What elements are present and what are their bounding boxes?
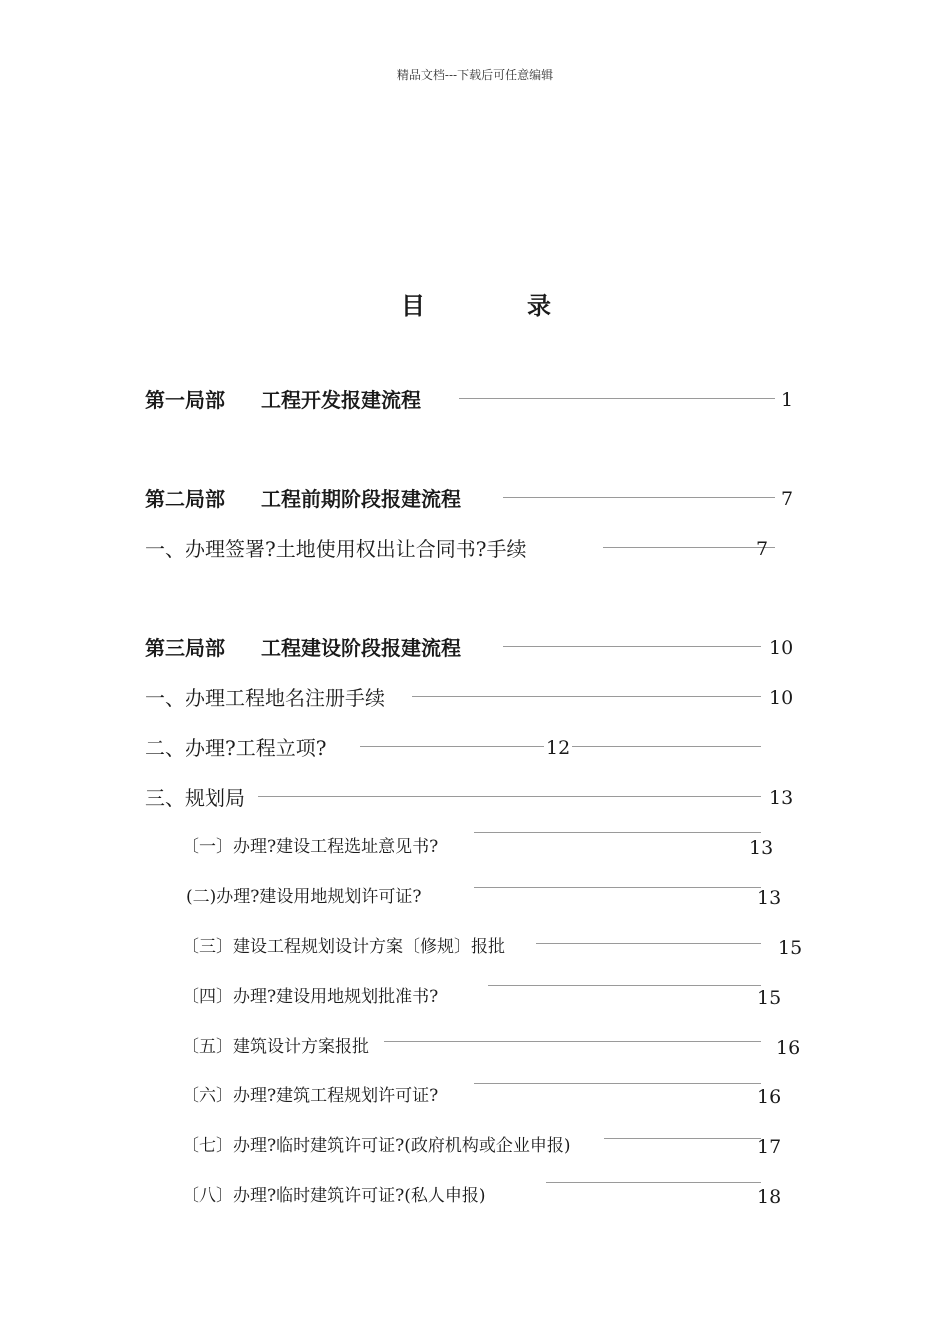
toc-subentry[interactable]: 〔八〕办理?临时建筑许可证?(私人申报) <box>182 1186 486 1206</box>
dot-leader <box>488 985 761 986</box>
toc-entry[interactable]: 一、办理签署?土地使用权出让合同书?手续 <box>145 537 527 561</box>
toc-subentry[interactable]: 〔一〕办理?建设工程选址意见书? <box>182 837 439 857</box>
dot-leader <box>604 1138 761 1139</box>
dot-leader <box>474 1083 761 1084</box>
page-number: 13 <box>757 887 782 909</box>
page-header: 精品文档---下载后可任意编辑 <box>396 68 554 82</box>
dot-leader <box>503 646 761 647</box>
page-number: 15 <box>778 937 803 959</box>
page-number: 7 <box>781 488 794 510</box>
page-number: 18 <box>757 1186 782 1208</box>
toc-subentry[interactable]: 〔三〕建设工程规划设计方案〔修规〕报批 <box>182 937 505 957</box>
dot-leader <box>474 832 761 833</box>
part-label: 第一局部 <box>145 388 225 412</box>
page-number: 13 <box>769 787 794 809</box>
toc-entry-part-2[interactable] <box>145 489 461 509</box>
dot-leader <box>258 796 761 797</box>
part-name: 工程建设阶段报建流程 <box>261 636 461 660</box>
toc-entry-part-3[interactable] <box>145 638 461 658</box>
toc-subentry[interactable]: 〔七〕办理?临时建筑许可证?(政府机构或企业申报) <box>182 1136 571 1156</box>
toc-subentry[interactable]: (二)办理?建设用地规划许可证? <box>186 887 422 907</box>
dot-leader <box>503 497 775 498</box>
page-number: 16 <box>776 1037 801 1059</box>
page-number: 7 <box>756 538 769 560</box>
page-number: 10 <box>769 687 794 709</box>
toc-entry[interactable]: 三、规划局 <box>145 786 245 810</box>
toc-subentry[interactable]: 〔五〕建筑设计方案报批 <box>182 1037 369 1057</box>
toc-title <box>0 286 950 318</box>
page-number: 13 <box>749 837 774 859</box>
page-number: 16 <box>757 1086 782 1108</box>
page-number: 15 <box>757 987 782 1009</box>
page-number: 1 <box>781 389 794 411</box>
part-label: 第二局部 <box>145 487 225 511</box>
toc-subentry[interactable]: 〔六〕办理?建筑工程规划许可证? <box>182 1086 439 1106</box>
dot-leader <box>603 547 775 548</box>
toc-subentry[interactable]: 〔四〕办理?建设用地规划批准书? <box>182 987 439 1007</box>
page-number: 17 <box>757 1136 782 1158</box>
dot-leader <box>546 1182 761 1183</box>
part-name: 工程前期阶段报建流程 <box>261 487 461 511</box>
toc-entry-part-1[interactable] <box>145 390 421 410</box>
page-number: 10 <box>769 637 794 659</box>
dot-leader <box>459 398 775 399</box>
page-number: 12 <box>546 737 571 759</box>
toc-title-right: 录 <box>527 291 551 320</box>
dot-leader <box>474 887 761 888</box>
dot-leader <box>536 943 761 944</box>
dot-leader <box>384 1041 761 1042</box>
part-name: 工程开发报建流程 <box>261 388 421 412</box>
toc-title-left: 目 <box>401 291 425 320</box>
toc-entry[interactable]: 二、办理?工程立项? <box>145 736 327 760</box>
toc-entry[interactable]: 一、办理工程地名注册手续 <box>145 686 385 710</box>
dot-leader <box>412 696 761 697</box>
part-label: 第三局部 <box>145 636 225 660</box>
